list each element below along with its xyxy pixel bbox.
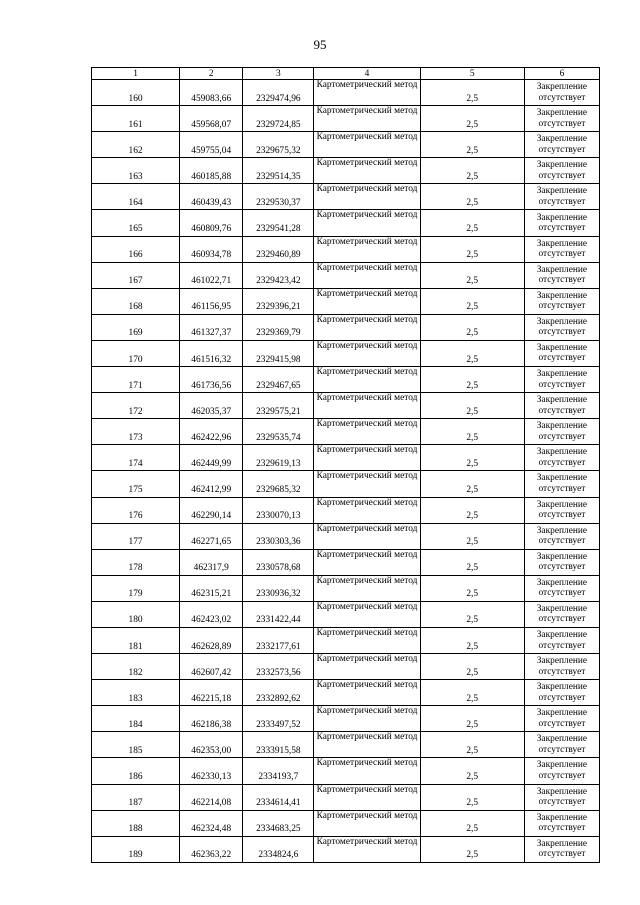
y-coordinate-cell: 2330070,13 bbox=[243, 497, 314, 523]
y-coordinate-cell: 2333497,52 bbox=[243, 706, 314, 732]
error-cell: 2,5 bbox=[420, 262, 524, 288]
y-coordinate-cell: 2334614,41 bbox=[243, 784, 314, 810]
method-cell: Картометрический метод bbox=[314, 549, 420, 575]
header-cell-1: 1 bbox=[92, 68, 180, 80]
method-cell: Картометрический метод bbox=[314, 80, 420, 106]
method-cell: Картометрический метод bbox=[314, 106, 420, 132]
table-row bbox=[92, 627, 600, 653]
point-number-cell: 178 bbox=[92, 549, 180, 575]
x-coordinate-cell: 461022,71 bbox=[180, 262, 243, 288]
table-row bbox=[92, 575, 600, 601]
y-coordinate-cell: 2329619,13 bbox=[243, 445, 314, 471]
y-coordinate-cell: 2329724,85 bbox=[243, 106, 314, 132]
point-number-cell: 162 bbox=[92, 132, 180, 158]
x-coordinate-cell: 462324,48 bbox=[180, 810, 243, 836]
x-coordinate-cell: 462628,89 bbox=[180, 627, 243, 653]
table-row bbox=[92, 158, 600, 184]
fixing-cell: Закрепление отсутствует bbox=[524, 210, 599, 236]
y-coordinate-cell: 2329685,32 bbox=[243, 471, 314, 497]
method-cell: Картометрический метод bbox=[314, 706, 420, 732]
method-cell: Картометрический метод bbox=[314, 836, 420, 862]
y-coordinate-cell: 2329535,74 bbox=[243, 419, 314, 445]
method-cell: Картометрический метод bbox=[314, 184, 420, 210]
y-coordinate-cell: 2334193,7 bbox=[243, 758, 314, 784]
point-number-cell: 183 bbox=[92, 680, 180, 706]
table-row bbox=[92, 810, 600, 836]
method-cell: Картометрический метод bbox=[314, 601, 420, 627]
error-cell: 2,5 bbox=[420, 471, 524, 497]
y-coordinate-cell: 2331422,44 bbox=[243, 601, 314, 627]
x-coordinate-cell: 462412,99 bbox=[180, 471, 243, 497]
error-cell: 2,5 bbox=[420, 184, 524, 210]
point-number-cell: 188 bbox=[92, 810, 180, 836]
x-coordinate-cell: 462214,08 bbox=[180, 784, 243, 810]
page-number: 95 bbox=[313, 37, 327, 52]
error-cell: 2,5 bbox=[420, 706, 524, 732]
point-number-cell: 164 bbox=[92, 184, 180, 210]
x-coordinate-cell: 460934,78 bbox=[180, 236, 243, 262]
method-cell: Картометрический метод bbox=[314, 393, 420, 419]
error-cell: 2,5 bbox=[420, 367, 524, 393]
error-cell: 2,5 bbox=[420, 158, 524, 184]
point-number-cell: 170 bbox=[92, 340, 180, 366]
x-coordinate-cell: 462317,9 bbox=[180, 549, 243, 575]
y-coordinate-cell: 2329530,37 bbox=[243, 184, 314, 210]
y-coordinate-cell: 2329575,21 bbox=[243, 393, 314, 419]
table-row bbox=[92, 367, 600, 393]
fixing-cell: Закрепление отсутствует bbox=[524, 367, 599, 393]
header-cell-5: 5 bbox=[420, 68, 524, 80]
method-cell: Картометрический метод bbox=[314, 784, 420, 810]
point-number-cell: 169 bbox=[92, 314, 180, 340]
y-coordinate-cell: 2334824,6 bbox=[243, 836, 314, 862]
x-coordinate-cell: 462315,21 bbox=[180, 575, 243, 601]
x-coordinate-cell: 462215,18 bbox=[180, 680, 243, 706]
table-row bbox=[92, 236, 600, 262]
fixing-cell: Закрепление отсутствует bbox=[524, 184, 599, 210]
method-cell: Картометрический метод bbox=[314, 340, 420, 366]
fixing-cell: Закрепление отсутствует bbox=[524, 106, 599, 132]
x-coordinate-cell: 460185,88 bbox=[180, 158, 243, 184]
error-cell: 2,5 bbox=[420, 393, 524, 419]
error-cell: 2,5 bbox=[420, 497, 524, 523]
method-cell: Картометрический метод bbox=[314, 575, 420, 601]
x-coordinate-cell: 462035,37 bbox=[180, 393, 243, 419]
fixing-cell: Закрепление отсутствует bbox=[524, 314, 599, 340]
fixing-cell: Закрепление отсутствует bbox=[524, 132, 599, 158]
fixing-cell: Закрепление отсутствует bbox=[524, 158, 599, 184]
x-coordinate-cell: 462186,38 bbox=[180, 706, 243, 732]
method-cell: Картометрический метод bbox=[314, 158, 420, 184]
fixing-cell: Закрепление отсутствует bbox=[524, 810, 599, 836]
x-coordinate-cell: 459083,66 bbox=[180, 80, 243, 106]
error-cell: 2,5 bbox=[420, 288, 524, 314]
fixing-cell: Закрепление отсутствует bbox=[524, 236, 599, 262]
y-coordinate-cell: 2330303,36 bbox=[243, 523, 314, 549]
table-row bbox=[92, 184, 600, 210]
coordinates-table bbox=[91, 67, 600, 863]
fixing-cell: Закрепление отсутствует bbox=[524, 471, 599, 497]
x-coordinate-cell: 461156,95 bbox=[180, 288, 243, 314]
y-coordinate-cell: 2332177,61 bbox=[243, 627, 314, 653]
table-header-row bbox=[92, 68, 600, 80]
error-cell: 2,5 bbox=[420, 445, 524, 471]
fixing-cell: Закрепление отсутствует bbox=[524, 627, 599, 653]
fixing-cell: Закрепление отсутствует bbox=[524, 706, 599, 732]
header-cell-3: 3 bbox=[243, 68, 314, 80]
method-cell: Картометрический метод bbox=[314, 367, 420, 393]
method-cell: Картометрический метод bbox=[314, 314, 420, 340]
fixing-cell: Закрепление отсутствует bbox=[524, 601, 599, 627]
error-cell: 2,5 bbox=[420, 836, 524, 862]
table-row bbox=[92, 445, 600, 471]
point-number-cell: 171 bbox=[92, 367, 180, 393]
point-number-cell: 182 bbox=[92, 654, 180, 680]
x-coordinate-cell: 462363,22 bbox=[180, 836, 243, 862]
table-row bbox=[92, 210, 600, 236]
point-number-cell: 173 bbox=[92, 419, 180, 445]
error-cell: 2,5 bbox=[420, 549, 524, 575]
fixing-cell: Закрепление отсутствует bbox=[524, 262, 599, 288]
table-row bbox=[92, 706, 600, 732]
table-row bbox=[92, 758, 600, 784]
table-row bbox=[92, 654, 600, 680]
y-coordinate-cell: 2334683,25 bbox=[243, 810, 314, 836]
point-number-cell: 166 bbox=[92, 236, 180, 262]
fixing-cell: Закрепление отсутствует bbox=[524, 523, 599, 549]
point-number-cell: 189 bbox=[92, 836, 180, 862]
error-cell: 2,5 bbox=[420, 732, 524, 758]
error-cell: 2,5 bbox=[420, 106, 524, 132]
method-cell: Картометрический метод bbox=[314, 445, 420, 471]
fixing-cell: Закрепление отсутствует bbox=[524, 497, 599, 523]
point-number-cell: 180 bbox=[92, 601, 180, 627]
table-row bbox=[92, 106, 600, 132]
error-cell: 2,5 bbox=[420, 340, 524, 366]
fixing-cell: Закрепление отсутствует bbox=[524, 784, 599, 810]
y-coordinate-cell: 2333915,58 bbox=[243, 732, 314, 758]
error-cell: 2,5 bbox=[420, 601, 524, 627]
x-coordinate-cell: 461736,56 bbox=[180, 367, 243, 393]
method-cell: Картометрический метод bbox=[314, 810, 420, 836]
x-coordinate-cell: 462353,00 bbox=[180, 732, 243, 758]
point-number-cell: 184 bbox=[92, 706, 180, 732]
y-coordinate-cell: 2329514,35 bbox=[243, 158, 314, 184]
table-row bbox=[92, 497, 600, 523]
x-coordinate-cell: 462449,99 bbox=[180, 445, 243, 471]
x-coordinate-cell: 459755,04 bbox=[180, 132, 243, 158]
fixing-cell: Закрепление отсутствует bbox=[524, 549, 599, 575]
method-cell: Картометрический метод bbox=[314, 497, 420, 523]
y-coordinate-cell: 2330578,68 bbox=[243, 549, 314, 575]
point-number-cell: 165 bbox=[92, 210, 180, 236]
fixing-cell: Закрепление отсутствует bbox=[524, 758, 599, 784]
error-cell: 2,5 bbox=[420, 523, 524, 549]
error-cell: 2,5 bbox=[420, 810, 524, 836]
table-row bbox=[92, 836, 600, 862]
method-cell: Картометрический метод bbox=[314, 288, 420, 314]
y-coordinate-cell: 2329467,65 bbox=[243, 367, 314, 393]
table-row bbox=[92, 262, 600, 288]
error-cell: 2,5 bbox=[420, 419, 524, 445]
x-coordinate-cell: 461516,32 bbox=[180, 340, 243, 366]
fixing-cell: Закрепление отсутствует bbox=[524, 680, 599, 706]
error-cell: 2,5 bbox=[420, 654, 524, 680]
point-number-cell: 179 bbox=[92, 575, 180, 601]
error-cell: 2,5 bbox=[420, 680, 524, 706]
method-cell: Картометрический метод bbox=[314, 758, 420, 784]
table-row bbox=[92, 340, 600, 366]
y-coordinate-cell: 2332573,56 bbox=[243, 654, 314, 680]
y-coordinate-cell: 2329369,79 bbox=[243, 314, 314, 340]
point-number-cell: 168 bbox=[92, 288, 180, 314]
x-coordinate-cell: 462330,13 bbox=[180, 758, 243, 784]
error-cell: 2,5 bbox=[420, 784, 524, 810]
x-coordinate-cell: 460439,43 bbox=[180, 184, 243, 210]
y-coordinate-cell: 2332892,62 bbox=[243, 680, 314, 706]
x-coordinate-cell: 462271,65 bbox=[180, 523, 243, 549]
header-cell-4: 4 bbox=[314, 68, 420, 80]
point-number-cell: 160 bbox=[92, 80, 180, 106]
method-cell: Картометрический метод bbox=[314, 680, 420, 706]
method-cell: Картометрический метод bbox=[314, 236, 420, 262]
point-number-cell: 174 bbox=[92, 445, 180, 471]
fixing-cell: Закрепление отсутствует bbox=[524, 80, 599, 106]
error-cell: 2,5 bbox=[420, 627, 524, 653]
x-coordinate-cell: 460809,76 bbox=[180, 210, 243, 236]
method-cell: Картометрический метод bbox=[314, 627, 420, 653]
fixing-cell: Закрепление отсутствует bbox=[524, 340, 599, 366]
point-number-cell: 175 bbox=[92, 471, 180, 497]
table-row bbox=[92, 288, 600, 314]
point-number-cell: 187 bbox=[92, 784, 180, 810]
method-cell: Картометрический метод bbox=[314, 419, 420, 445]
fixing-cell: Закрепление отсутствует bbox=[524, 288, 599, 314]
x-coordinate-cell: 462607,42 bbox=[180, 654, 243, 680]
y-coordinate-cell: 2330936,32 bbox=[243, 575, 314, 601]
fixing-cell: Закрепление отсутствует bbox=[524, 575, 599, 601]
y-coordinate-cell: 2329415,98 bbox=[243, 340, 314, 366]
point-number-cell: 161 bbox=[92, 106, 180, 132]
header-cell-6: 6 bbox=[524, 68, 599, 80]
error-cell: 2,5 bbox=[420, 210, 524, 236]
error-cell: 2,5 bbox=[420, 314, 524, 340]
table-row bbox=[92, 419, 600, 445]
fixing-cell: Закрепление отсутствует bbox=[524, 393, 599, 419]
table-row bbox=[92, 601, 600, 627]
table-row bbox=[92, 523, 600, 549]
x-coordinate-cell: 461327,37 bbox=[180, 314, 243, 340]
fixing-cell: Закрепление отсутствует bbox=[524, 419, 599, 445]
point-number-cell: 181 bbox=[92, 627, 180, 653]
x-coordinate-cell: 462422,96 bbox=[180, 419, 243, 445]
point-number-cell: 177 bbox=[92, 523, 180, 549]
table-row bbox=[92, 314, 600, 340]
point-number-cell: 186 bbox=[92, 758, 180, 784]
method-cell: Картометрический метод bbox=[314, 210, 420, 236]
point-number-cell: 167 bbox=[92, 262, 180, 288]
table-row bbox=[92, 80, 600, 106]
table-row bbox=[92, 732, 600, 758]
x-coordinate-cell: 462423,02 bbox=[180, 601, 243, 627]
method-cell: Картометрический метод bbox=[314, 654, 420, 680]
y-coordinate-cell: 2329541,28 bbox=[243, 210, 314, 236]
table-row bbox=[92, 549, 600, 575]
method-cell: Картометрический метод bbox=[314, 262, 420, 288]
y-coordinate-cell: 2329423,42 bbox=[243, 262, 314, 288]
table-row bbox=[92, 471, 600, 497]
table-body bbox=[92, 80, 600, 863]
point-number-cell: 172 bbox=[92, 393, 180, 419]
method-cell: Картометрический метод bbox=[314, 523, 420, 549]
header-cell-2: 2 bbox=[180, 68, 243, 80]
table-row bbox=[92, 132, 600, 158]
error-cell: 2,5 bbox=[420, 80, 524, 106]
y-coordinate-cell: 2329474,96 bbox=[243, 80, 314, 106]
fixing-cell: Закрепление отсутствует bbox=[524, 445, 599, 471]
y-coordinate-cell: 2329396,21 bbox=[243, 288, 314, 314]
error-cell: 2,5 bbox=[420, 132, 524, 158]
table-row bbox=[92, 680, 600, 706]
point-number-cell: 163 bbox=[92, 158, 180, 184]
method-cell: Картометрический метод bbox=[314, 732, 420, 758]
error-cell: 2,5 bbox=[420, 758, 524, 784]
method-cell: Картометрический метод bbox=[314, 471, 420, 497]
fixing-cell: Закрепление отсутствует bbox=[524, 836, 599, 862]
fixing-cell: Закрепление отсутствует bbox=[524, 732, 599, 758]
x-coordinate-cell: 462290,14 bbox=[180, 497, 243, 523]
point-number-cell: 185 bbox=[92, 732, 180, 758]
y-coordinate-cell: 2329675,32 bbox=[243, 132, 314, 158]
error-cell: 2,5 bbox=[420, 575, 524, 601]
table-row bbox=[92, 784, 600, 810]
error-cell: 2,5 bbox=[420, 236, 524, 262]
y-coordinate-cell: 2329460,89 bbox=[243, 236, 314, 262]
point-number-cell: 176 bbox=[92, 497, 180, 523]
table-row bbox=[92, 393, 600, 419]
method-cell: Картометрический метод bbox=[314, 132, 420, 158]
fixing-cell: Закрепление отсутствует bbox=[524, 654, 599, 680]
x-coordinate-cell: 459568,07 bbox=[180, 106, 243, 132]
